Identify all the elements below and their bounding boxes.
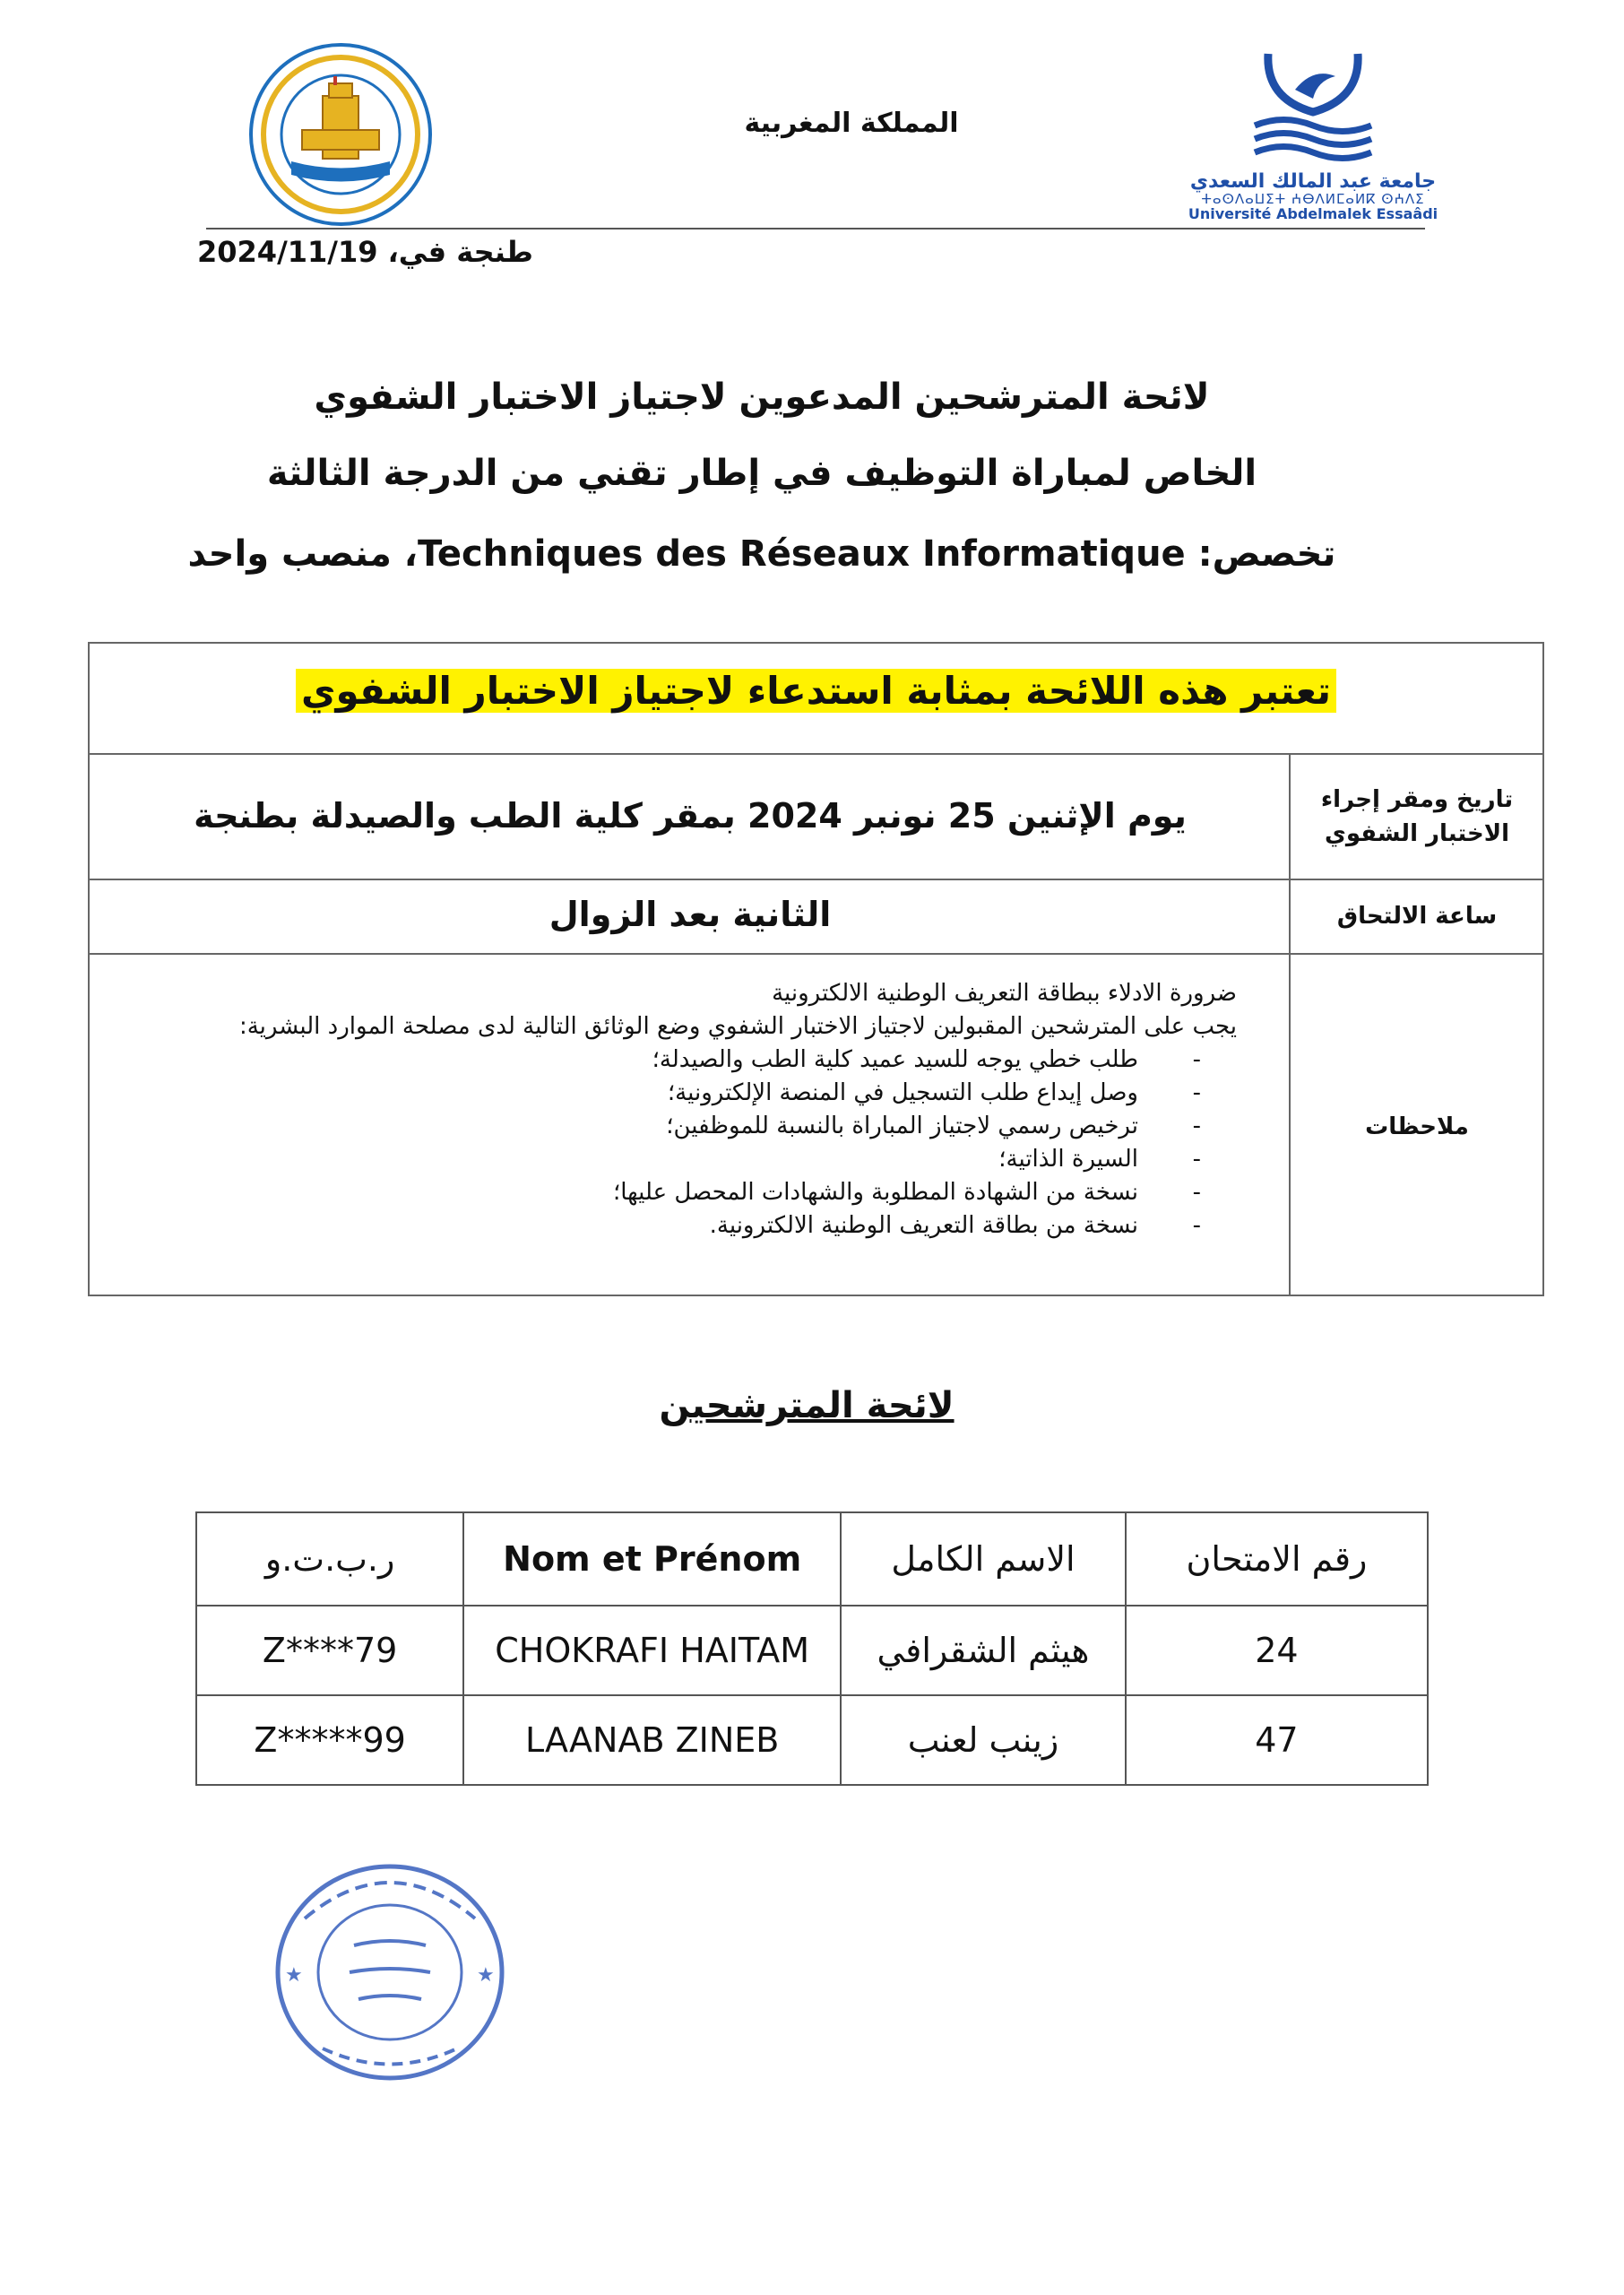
city-label: طنجة في، — [387, 235, 533, 269]
cell-exam-number: 24 — [1126, 1606, 1428, 1695]
title-line-2: الخاص لمباراة التوظيف في إطار تقني من الدرجة الثالثة — [266, 453, 1257, 494]
convocation-banner — [90, 669, 1542, 713]
cell-name-ar: زينب لعنب — [841, 1695, 1126, 1785]
date-place-value: يوم الإثنين 25 نونبر 2024 بمقر كلية الطب والصيدلة بطنجة — [194, 796, 1187, 836]
university-name-tifinagh: ⵜⴰⵙⴷⴰⵡⵉⵜ ⵄⴱⴷⵍⵎⴰⵍⴽ ⵙⵄⴷⵉ — [1201, 191, 1425, 207]
header-divider — [206, 228, 1425, 230]
kingdom-title: المملكة المغربية — [744, 108, 959, 139]
table-row — [196, 1695, 1428, 1785]
list-item: - نسخة من الشهادة المطلوبة والشهادات المحصل عليها؛ — [143, 1176, 1237, 1209]
cell-exam-number: 47 — [1126, 1695, 1428, 1785]
date-place-label: تاريخ ومقر إجراء الاختبار الشفوي — [1320, 786, 1514, 847]
row-divider — [90, 753, 1542, 755]
header-cin: ر.ب.ت.و — [196, 1512, 463, 1606]
title-line-1: لائحة المترشحين المدعوين لاجتياز الاختبار الشفوي — [314, 377, 1210, 418]
note-line: ضرورة الادلاء ببطاقة التعريف الوطنية الالكترونية — [772, 980, 1237, 1007]
table-row — [196, 1606, 1428, 1695]
svg-text:★: ★ — [477, 1964, 495, 1987]
title-line-3: تخصص: Techniques des Réseaux Informatique، منصب واحد — [187, 533, 1336, 575]
cell-cin: Z*****99 — [196, 1695, 463, 1785]
list-item: - ترخيص رسمي لاجتياز المباراة بالنسبة للموظفين؛ — [143, 1110, 1237, 1143]
faculty-seal-icon — [246, 40, 435, 229]
notes-label: ملاحظات — [1365, 1113, 1469, 1140]
row-divider — [90, 953, 1542, 955]
list-item: - نسخة من بطاقة التعريف الوطنية الالكترونية. — [143, 1209, 1237, 1243]
candidates-list-title: لائحة المترشحين — [659, 1385, 955, 1426]
required-documents-list — [143, 1044, 1237, 1243]
svg-text:★: ★ — [285, 1964, 303, 1987]
header-exam-number: رقم الامتحان — [1126, 1512, 1428, 1606]
time-label: ساعة الالتحاق — [1336, 903, 1498, 930]
cell-name-fr: CHOKRAFI HAITAM — [463, 1606, 841, 1695]
note-line: يجب على المترشحين المقبولين لاجتياز الاختبار الشفوي وضع الوثائق التالية لدى مصلحة الموارد البشرية: — [238, 1013, 1237, 1040]
header-name-fr: Nom et Prénom — [463, 1512, 841, 1606]
university-name-french: Université Abdelmalek Essaâdi — [1188, 205, 1438, 222]
row-divider — [90, 879, 1542, 880]
dateline — [197, 235, 533, 269]
notes-content — [143, 977, 1237, 1243]
official-stamp-icon — [269, 1856, 511, 2089]
cell-cin: Z****79 — [196, 1606, 463, 1695]
time-value: الثانية بعد الزوال — [549, 895, 832, 934]
university-name-arabic: جامعة عبد المالك السعدي — [1189, 170, 1437, 193]
document-date: 2024/11/19 — [197, 235, 378, 269]
list-item: - طلب خطي يوجه للسيد عميد كلية الطب والصيدلة؛ — [143, 1044, 1237, 1077]
candidates-table — [195, 1511, 1429, 1786]
list-item: - وصل إيداع طلب التسجيل في المنصة الإلكترونية؛ — [143, 1077, 1237, 1110]
list-item: - السيرة الذاتية؛ — [143, 1143, 1237, 1176]
convocation-banner-text: تعتبر هذه اللائحة بمثابة استدعاء لاجتياز الاختبار الشفوي — [296, 669, 1336, 713]
table-header-row — [196, 1512, 1428, 1606]
cell-name-ar: هيثم الشقرافي — [841, 1606, 1126, 1695]
header-name-ar: الاسم الكامل — [841, 1512, 1126, 1606]
cell-name-fr: LAANAB ZINEB — [463, 1695, 841, 1785]
convocation-table — [88, 642, 1544, 1296]
